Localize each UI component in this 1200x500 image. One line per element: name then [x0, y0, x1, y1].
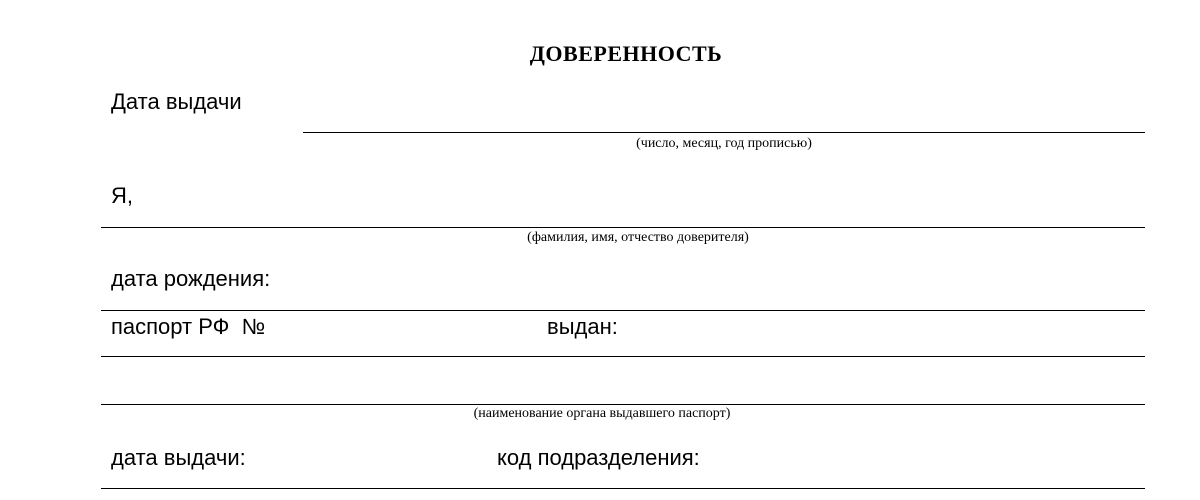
issuing-authority-caption: (наименование органа выдавшего паспорт): [473, 406, 731, 421]
issue-date-label: Дата выдачи: [111, 89, 242, 114]
document-title: ДОВЕРЕННОСТЬ: [529, 41, 723, 66]
birth-date-label: дата рождения:: [111, 266, 271, 291]
principal-name-field[interactable]: [101, 227, 1145, 228]
principal-name-caption: (фамилия, имя, отчество доверителя): [527, 230, 749, 245]
issuing-authority-field[interactable]: [101, 404, 1145, 405]
issue-date-caption: (число, месяц, год прописью): [636, 136, 812, 151]
passport-issue-date-label: дата выдачи:: [111, 445, 246, 470]
i-label: Я,: [111, 183, 133, 208]
division-code-label: код подразделения:: [497, 445, 700, 470]
passport-issue-date-field[interactable]: [101, 488, 1145, 489]
issued-by-label: выдан:: [547, 314, 618, 339]
issue-date-field[interactable]: [303, 132, 1145, 133]
passport-number-field[interactable]: [101, 356, 1145, 357]
birth-date-field[interactable]: [101, 310, 1145, 311]
passport-number-label: паспорт РФ №: [111, 314, 266, 339]
